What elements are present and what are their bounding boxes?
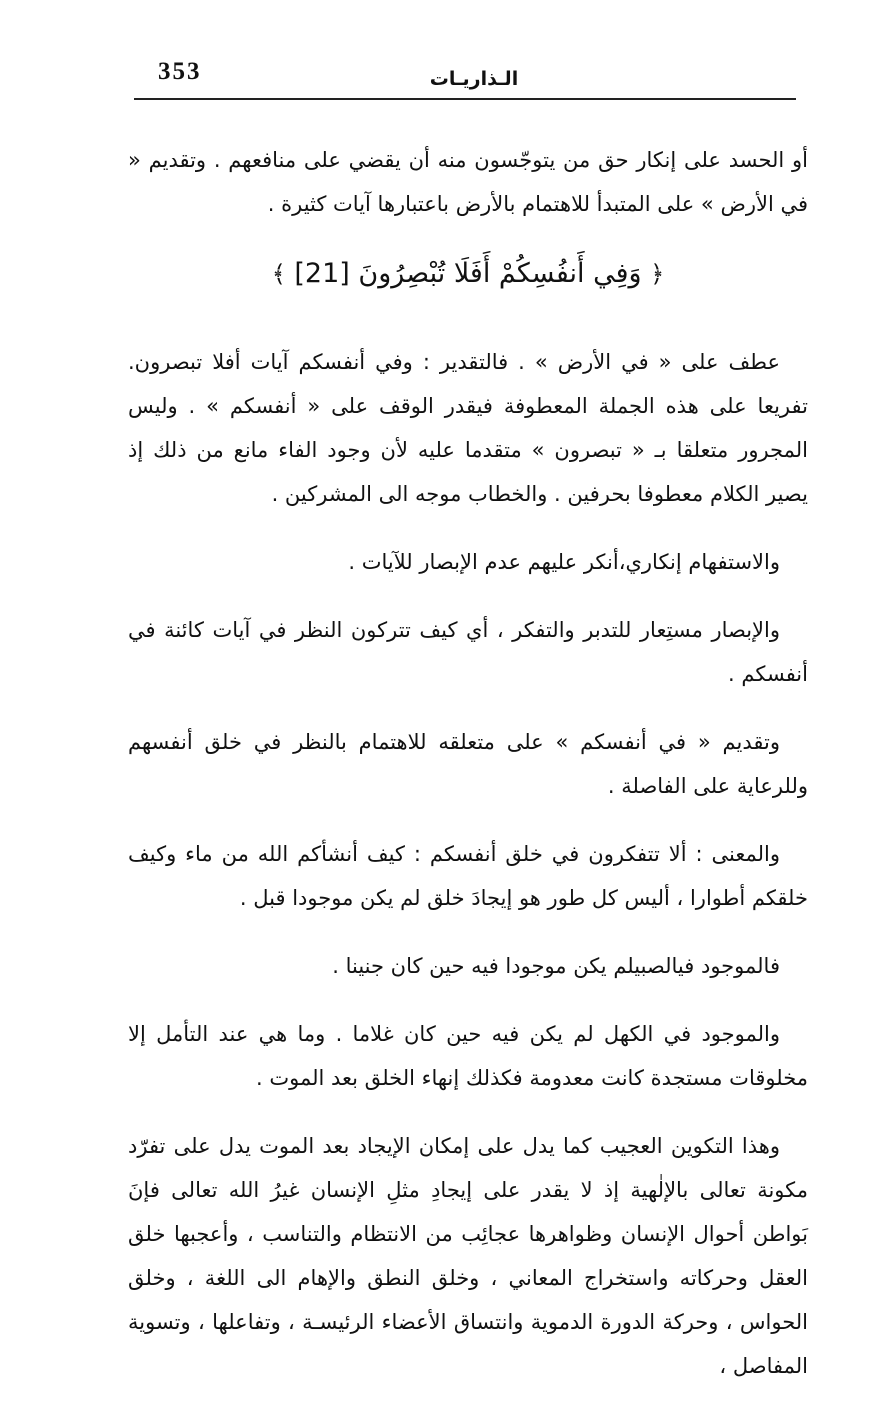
verse-close-bracket: ﴾ [271, 260, 286, 288]
page-header [134, 52, 796, 102]
quran-verse [128, 252, 808, 296]
paragraph-creation: وهذا التكوين العجيب كما يدل على إمكان الإيجاد بعد الموت يدل على تفرّد مكونة تعالى بالإلٰهية إذ لا يقدر على إيجادِ مثلِ الإنسان غيرُ الله تعالى فإنَ بَواطن أحوال الإنسان وظواهرها عجائِب من الانتظام والتناسب ، وأعجبها خلق العقل وحركاته واستخراج المعاني ، وخلق النطق والإهام الى اللغة ، وخلق الحواس ، وحركة الدورة الدموية وانتساق الأعضاء الرئيسـة ، وتفاعلها ، وتسوية المفاصل ، [128, 1134, 808, 1378]
paragraph-child: فالموجود فيالصبيلم يكن موجودا فيه حين كان جنينا . [332, 954, 780, 978]
verse-text: وَفِي أَنفُسِكُمْ أَفَلَا تُبْصِرُونَ [21] [294, 258, 642, 289]
intro-paragraph: أو الحسد على إنكار حق من يتوجّسون منه أن يقضي على منافعهم . وتقديم « في الأرض » على المتبدأ للاهتمام بالأرض باعتبارها آيات كثيرة . [128, 148, 808, 216]
paragraph-conjunction: عطف على « في الأرض » . فالتقدير : وفي أنفسكم آيات أفلا تبصرون. تفريعا على هذه الجملة المعطوفة فيقدر الوقف على « أنفسكم » . وليس المجرور متعلقا بـ « تبصرون » متقدما عليه لأن وجود الفاء مانع من ذلك إذ يصير الكلام معطوفا بحرفين . والخطاب موجه الى المشركين . [128, 350, 808, 506]
paragraph-elder: والموجود في الكهل لم يكن فيه حين كان غلاما . وما هي عند التأمل إلا مخلوقات مستجدة كانت معدومة فكذلك إنهاء الخلق بعد الموت . [128, 1022, 808, 1090]
page-body [128, 138, 808, 1412]
running-title: الـذاريـات [429, 68, 519, 90]
page-number: 353 [158, 58, 202, 85]
verse-open-bracket: ﴿ [650, 260, 665, 288]
header-rule [134, 98, 796, 100]
paragraph-meaning: والمعنى : ألا تتفكرون في خلق أنفسكم : كيف أنشأكم الله من ماء وكيف خلقكم أطوارا ، أليس كل طور هو إيجادَ خلق لم يكن موجودا قبل . [128, 842, 808, 910]
paragraph-interrogative: والاستفهام إنكاري،أنكر عليهم عدم الإبصار للآيات . [348, 550, 780, 574]
paragraph-precedence: وتقديم « في أنفسكم » على متعلقه للاهتمام بالنظر في خلق أنفسهم وللرعاية على الفاصلة . [128, 730, 808, 798]
paragraph-seeing: والإبصار مستِعار للتدبر والتفكر ، أي كيف تتركون النظر في آيات كائنة في أنفسكم . [128, 618, 808, 686]
